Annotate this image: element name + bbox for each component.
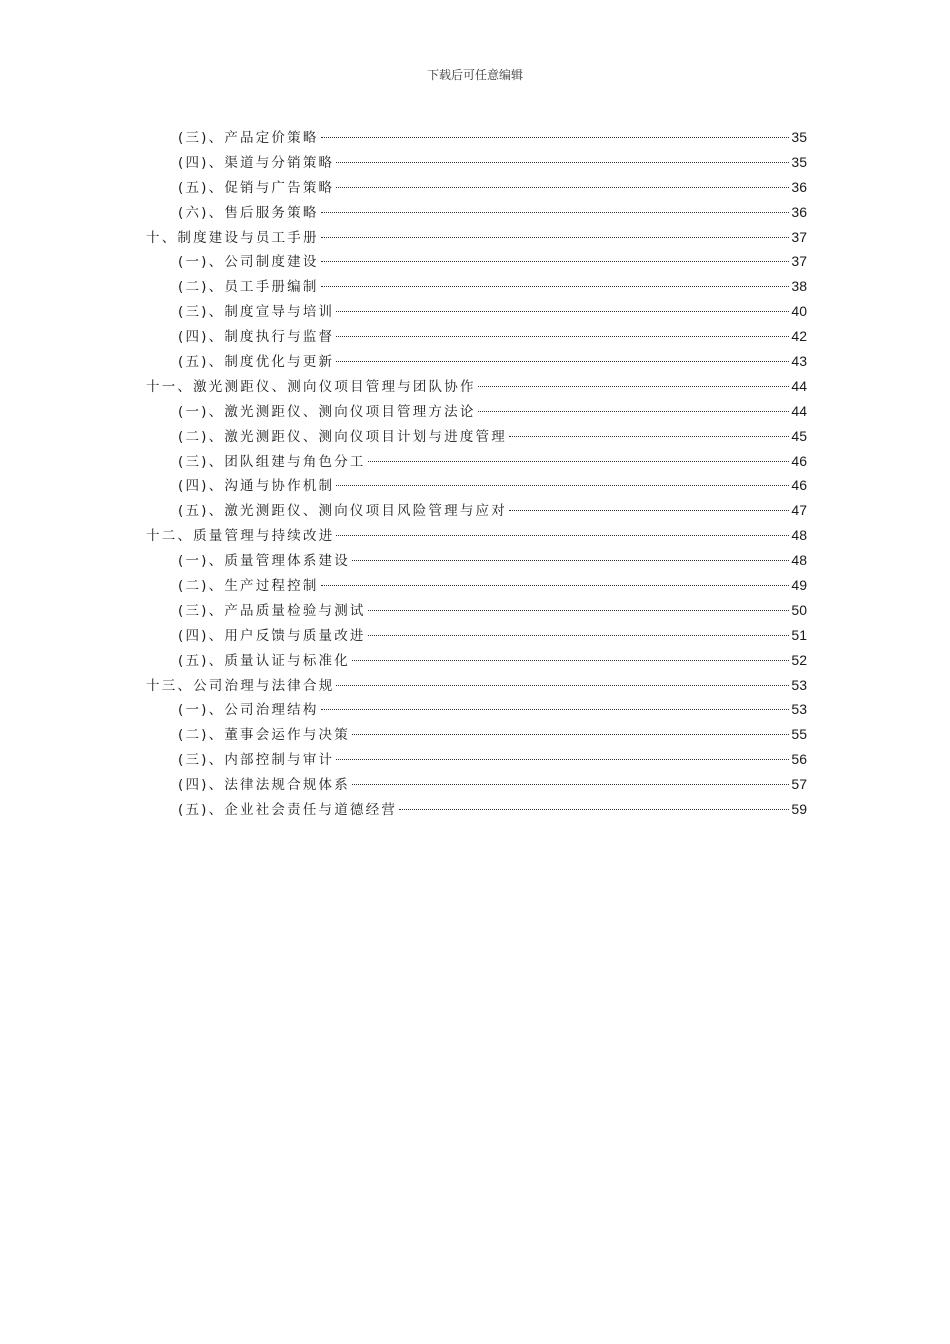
- toc-entry[interactable]: [146, 648, 807, 673]
- toc-entry-page-number: 36: [791, 203, 807, 220]
- toc-dot-leader: [336, 162, 789, 163]
- toc-entry-title: (四)、法律法规合规体系: [178, 777, 350, 794]
- toc-dot-leader: [336, 759, 789, 760]
- toc-entry[interactable]: [146, 473, 807, 498]
- toc-entry[interactable]: [146, 150, 807, 175]
- toc-entry-page-number: 45: [791, 427, 807, 444]
- toc-entry-title: (一)、公司制度建设: [178, 254, 319, 271]
- toc-dot-leader: [336, 336, 789, 337]
- toc-entry-page-number: 40: [791, 303, 807, 320]
- toc-entry-page-number: 44: [791, 402, 807, 419]
- toc-entry[interactable]: [146, 424, 807, 449]
- toc-entry[interactable]: [146, 747, 807, 772]
- toc-entry-title: (五)、制度优化与更新: [178, 354, 335, 371]
- toc-entry-page-number: 44: [791, 377, 807, 394]
- toc-entry-title: (四)、用户反馈与质量改进: [178, 627, 366, 644]
- toc-entry-page-number: 37: [791, 228, 807, 245]
- toc-dot-leader: [368, 461, 790, 462]
- toc-dot-leader: [399, 809, 789, 810]
- toc-entry-title: (四)、渠道与分销策略: [178, 154, 335, 171]
- toc-entry-page-number: 53: [791, 676, 807, 693]
- toc-dot-leader: [368, 610, 790, 611]
- toc-dot-leader: [336, 535, 789, 536]
- toc-dot-leader: [478, 411, 790, 412]
- toc-dot-leader: [321, 286, 790, 287]
- toc-entry[interactable]: [146, 523, 807, 548]
- toc-dot-leader: [336, 685, 789, 686]
- toc-dot-leader: [321, 585, 790, 586]
- toc-entry[interactable]: [146, 374, 807, 399]
- toc-entry-page-number: 50: [791, 601, 807, 618]
- table-of-contents: [146, 125, 807, 822]
- toc-entry-title: (五)、质量认证与标准化: [178, 652, 350, 669]
- toc-entry[interactable]: [146, 598, 807, 623]
- toc-entry-title: (三)、内部控制与审计: [178, 752, 335, 769]
- toc-entry-page-number: 46: [791, 477, 807, 494]
- toc-entry-title: (三)、产品定价策略: [178, 130, 319, 146]
- toc-entry[interactable]: [146, 399, 807, 424]
- toc-dot-leader: [321, 237, 790, 238]
- toc-entry-title: 十二、质量管理与持续改进: [146, 528, 335, 545]
- toc-entry-page-number: 46: [791, 452, 807, 469]
- toc-entry-page-number: 51: [791, 626, 807, 643]
- toc-entry-title: (一)、激光测距仪、测向仪项目管理方法论: [178, 403, 476, 420]
- toc-entry-title: (一)、质量管理体系建设: [178, 553, 350, 570]
- toc-entry[interactable]: [146, 722, 807, 747]
- toc-entry-page-number: 52: [791, 651, 807, 668]
- toc-entry-page-number: 48: [791, 527, 807, 544]
- toc-entry-title: (四)、沟通与协作机制: [178, 478, 335, 495]
- toc-entry-title: (五)、企业社会责任与道德经营: [178, 802, 398, 819]
- toc-dot-leader: [509, 510, 789, 511]
- toc-entry-title: 十一、激光测距仪、测向仪项目管理与团队协作: [146, 378, 476, 395]
- toc-entry-page-number: 57: [791, 776, 807, 793]
- toc-entry[interactable]: [146, 125, 807, 150]
- toc-entry-page-number: 55: [791, 726, 807, 743]
- toc-entry-title: 十、制度建设与员工手册: [146, 229, 319, 246]
- toc-entry-title: (二)、生产过程控制: [178, 578, 319, 595]
- toc-dot-leader: [321, 137, 790, 138]
- toc-entry-page-number: 59: [791, 801, 807, 818]
- toc-dot-leader: [336, 311, 789, 312]
- toc-dot-leader: [352, 734, 789, 735]
- toc-entry-title: 十三、公司治理与法律合规: [146, 677, 335, 694]
- toc-entry[interactable]: [146, 200, 807, 225]
- toc-entry-title: (五)、激光测距仪、测向仪项目风险管理与应对: [178, 503, 507, 520]
- toc-entry-title: (六)、售后服务策略: [178, 204, 319, 221]
- toc-entry-page-number: 36: [791, 178, 807, 195]
- toc-entry-title: (一)、公司治理结构: [178, 702, 319, 719]
- toc-dot-leader: [336, 361, 789, 362]
- toc-dot-leader: [368, 635, 790, 636]
- toc-entry-page-number: 42: [791, 328, 807, 345]
- toc-entry[interactable]: [146, 175, 807, 200]
- toc-entry-page-number: 47: [791, 502, 807, 519]
- toc-entry[interactable]: [146, 249, 807, 274]
- toc-entry-page-number: 37: [791, 253, 807, 270]
- toc-entry-title: (五)、促销与广告策略: [178, 179, 335, 196]
- toc-dot-leader: [352, 560, 789, 561]
- toc-entry-title: (二)、员工手册编制: [178, 279, 319, 296]
- toc-entry-page-number: 43: [791, 353, 807, 370]
- toc-entry[interactable]: [146, 299, 807, 324]
- toc-entry-title: (三)、制度宣导与培训: [178, 304, 335, 321]
- toc-entry[interactable]: [146, 772, 807, 797]
- toc-dot-leader: [321, 709, 790, 710]
- toc-dot-leader: [352, 784, 789, 785]
- toc-entry-title: (三)、产品质量检验与测试: [178, 602, 366, 619]
- toc-entry[interactable]: [146, 673, 807, 698]
- toc-entry[interactable]: [146, 324, 807, 349]
- toc-entry-page-number: 38: [791, 278, 807, 295]
- toc-entry[interactable]: [146, 349, 807, 374]
- toc-entry-title: (二)、董事会运作与决策: [178, 727, 350, 744]
- toc-entry-title: (四)、制度执行与监督: [178, 329, 335, 346]
- toc-dot-leader: [336, 187, 789, 188]
- toc-entry-page-number: 53: [791, 701, 807, 718]
- toc-entry[interactable]: [146, 225, 807, 250]
- page-header: 下载后可任意编辑: [426, 68, 523, 82]
- toc-entry[interactable]: [146, 573, 807, 598]
- toc-entry-page-number: 35: [791, 129, 807, 145]
- toc-entry[interactable]: [146, 697, 807, 722]
- toc-dot-leader: [321, 212, 790, 213]
- toc-dot-leader: [336, 485, 789, 486]
- toc-entry[interactable]: [146, 274, 807, 299]
- toc-entry-page-number: 56: [791, 751, 807, 768]
- toc-dot-leader: [321, 261, 790, 262]
- toc-entry[interactable]: [146, 449, 807, 474]
- toc-entry-page-number: 35: [791, 153, 807, 170]
- toc-dot-leader: [478, 386, 790, 387]
- toc-dot-leader: [352, 660, 789, 661]
- toc-entry[interactable]: [146, 797, 807, 822]
- toc-dot-leader: [509, 436, 789, 437]
- toc-entry[interactable]: [146, 498, 807, 523]
- toc-entry-title: (二)、激光测距仪、测向仪项目计划与进度管理: [178, 428, 507, 445]
- toc-entry-title: (三)、团队组建与角色分工: [178, 453, 366, 470]
- toc-entry[interactable]: [146, 548, 807, 573]
- toc-entry[interactable]: [146, 623, 807, 648]
- toc-entry-page-number: 49: [791, 577, 807, 594]
- toc-entry-page-number: 48: [791, 552, 807, 569]
